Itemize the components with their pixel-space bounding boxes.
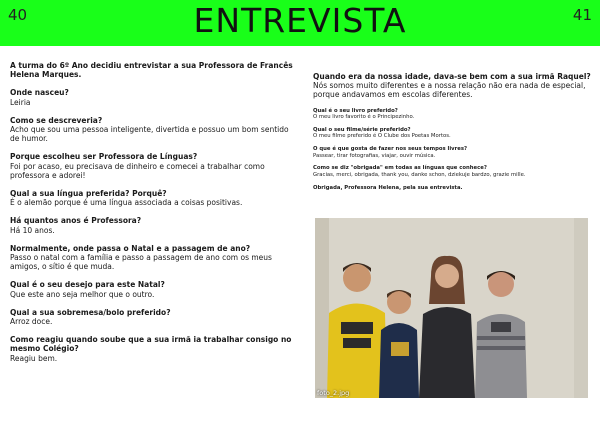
qa-item: [313, 108, 591, 121]
question: Qual é o seu livro preferido?: [313, 107, 398, 114]
question: Onde nasceu?: [10, 88, 69, 98]
answer: Acho que sou uma pessoa inteligente, divertida e possuo um bom sentido de humor.: [10, 125, 289, 144]
right-column: [313, 72, 591, 194]
answer: Foi por acaso, eu precisava de dinheiro e comecei a trabalhar como professora e adorei!: [10, 161, 265, 180]
question: Há quantos anos é Professora?: [10, 216, 142, 226]
question: O que é que gosta de fazer nos seus tempos livres?: [313, 145, 468, 152]
question: Qual é o seu desejo para este Natal?: [10, 280, 165, 290]
answer: Leiria: [10, 97, 31, 107]
answer: Reagiu bem.: [10, 353, 58, 363]
question: Normalmente, onde passa o Natal e a passagem de ano?: [10, 243, 251, 253]
qa-item: [10, 244, 300, 272]
question: Qual a sua sobremesa/bolo preferido?: [10, 307, 171, 317]
answer: Há 10 anos.: [10, 225, 55, 235]
signoff: Obrigada, Professora Helena, pela sua entrevista.: [313, 185, 463, 192]
qa-item: [313, 127, 591, 140]
answer: O meu filme preferido é O Clube dos Poetas Mortos.: [313, 133, 451, 140]
answer: Nós somos muito diferentes e a nossa relação não era nada de especial, porque andavamos em escolas diferentes.: [313, 81, 586, 100]
answer: Passo o natal com a família e passo a passagem de ano com os meus amigos, o sítio é que muda.: [10, 253, 272, 272]
qa-item: [313, 146, 591, 159]
page-title: ENTREVISTA: [193, 1, 407, 40]
question: Qual a sua língua preferida? Porquê?: [10, 189, 167, 199]
qa-item: [10, 116, 300, 144]
answer: Gracias, merci, obrigada, thank you, danke schon, dziekuje bardzo, grazie mille.: [313, 171, 526, 178]
qa-item: [10, 88, 300, 106]
qa-item: [10, 308, 300, 326]
qa-item: [10, 335, 300, 363]
page-number-left: 40: [8, 6, 28, 24]
answer: É o alemão porque é uma língua associada a coisas positivas.: [10, 198, 243, 208]
answer: O meu livro favorito é o Principezinho.: [313, 114, 415, 121]
question: Como se diz "obrigada" em todas as línguas que conhece?: [313, 165, 487, 172]
qa-item: [10, 280, 300, 298]
question: Qual o seu filme/série preferido?: [313, 126, 411, 133]
question: Como reagiu quando soube que a sua irmã ia trabalhar consigo no mesmo Colégio?: [10, 335, 292, 354]
photo-illustration: [315, 218, 588, 398]
group-photo: [315, 218, 588, 398]
answer: Que este ano seja melhor que o outro.: [10, 289, 155, 299]
intro-text: A turma do 6º Ano decidiu entrevistar a sua Professora de Francês Helena Marques.: [10, 61, 293, 80]
qa-item: [10, 216, 300, 234]
answer: Passear, tirar fotografias, viajar, ouvir música.: [313, 152, 436, 159]
qa-item: [313, 165, 591, 178]
qa-item: [10, 152, 300, 180]
qa-item: [10, 189, 300, 207]
page-number-right: 41: [572, 6, 592, 24]
question: Quando era da nossa idade, dava-se bem com a sua irmã Raquel?: [313, 72, 591, 81]
question: Como se descreveria?: [10, 115, 103, 125]
answer: Arroz doce.: [10, 317, 53, 327]
question: Porque escolheu ser Professora de Línguas?: [10, 152, 198, 162]
left-column: [10, 61, 300, 372]
photo-caption: foto_2.jpg: [317, 389, 350, 397]
